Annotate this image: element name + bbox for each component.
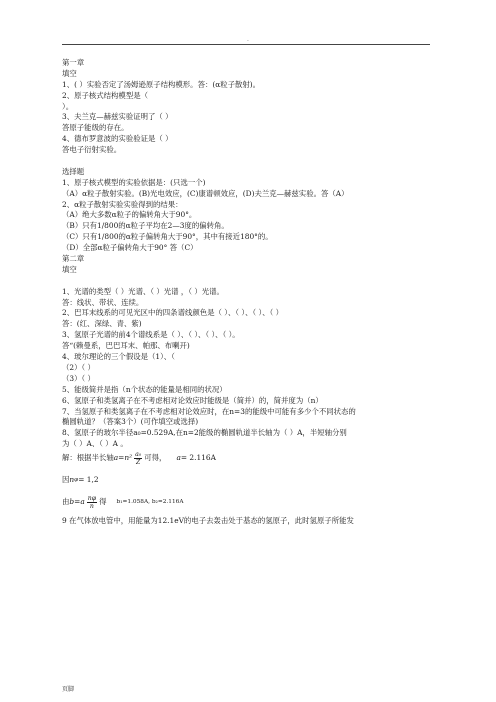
text-line: 答原子能级的存在。: [62, 123, 129, 133]
text-line: 5、能级简并是指（n个状态的能量是相同的状况）: [62, 384, 227, 394]
formula-var: b: [69, 496, 75, 506]
fraction-numerator: nφ: [87, 494, 97, 502]
formula-n-squared: n²: [124, 452, 133, 462]
formula-var: a: [176, 452, 181, 462]
text-line: 2、α粒子散射实验实验得到的结果：: [62, 199, 183, 209]
text-line: （B）只有1/800的α粒子平均在2—3度的偏转角。: [62, 221, 229, 231]
text-line: （A）绝大多数α粒子的偏转角大于90°。: [62, 210, 197, 220]
text-line: 为（ ）A、（ ）A 。: [62, 439, 128, 449]
text-line: 第一章: [62, 58, 85, 67]
text-line: 7、当氢原子和类氢离子在不考虑相对论效应时，在n=3的能级中可能有多少个不同状态的: [62, 406, 356, 416]
text-line: （C）只有1/800的α粒子偏转角大于90°，其中有接近180°的。: [62, 232, 273, 242]
fraction-numerator: a₀: [135, 450, 142, 458]
formula-subscript: φ: [74, 476, 79, 483]
formula-semi-minor-axis: [62, 494, 434, 510]
header-mark: .: [247, 36, 249, 43]
text-line: 第二章: [62, 254, 85, 264]
formula-prefix: 由: [62, 496, 70, 506]
formula-var: a: [80, 496, 85, 506]
text-line: 2、原子核式结构模型是（: [62, 90, 149, 100]
text-line: （2）（ ）: [62, 362, 95, 372]
blank-line: [62, 156, 434, 167]
text-line: 2、巴耳末线系的可见光区中的四条谱线颜色是（ ）、（ ）、（ ）、（ ）: [62, 308, 284, 318]
text-line: 答电子衍射实验。: [62, 145, 122, 155]
text-line: 4、德布罗意波的实验验证是（ ）: [62, 134, 173, 144]
formula-fraction: [134, 451, 142, 466]
text-line: （A）α粒子散射实验。(B)光电效应，(C)康谱顿效应，(D)夫兰克—赫兹实验。答（A）: [62, 188, 349, 198]
text-line: （D）全部α粒子偏转角大于90° 答（C）: [62, 243, 198, 253]
fraction-denominator: Z: [136, 458, 141, 466]
text-line: 3、夫兰克—赫兹实验证明了（ ）: [62, 112, 173, 122]
formula-angular-quantum: [62, 472, 434, 488]
page-footer: 页脚: [62, 686, 75, 693]
text-line: 3、氢原子光谱的前4个谱线系是（ ）、（ ）、（ ）、（ ）。: [62, 330, 240, 340]
text-line: 选择题: [62, 166, 85, 176]
text-line: 1、原子核式模型的实验依据是：(只选一个): [62, 177, 206, 187]
text-line: 6、氢原子和类氢离子在不考虑相对论效应时能级是（简并）的，简并度为（n）: [62, 395, 323, 405]
formula-result: = 2.116: [180, 452, 211, 462]
formula-var: a: [113, 452, 119, 462]
text-line: 填空: [62, 264, 77, 274]
formula-prefix: 因: [62, 474, 70, 484]
formula-prefix: 解：根据半长轴: [62, 452, 114, 462]
formula-fraction: [87, 495, 97, 510]
text-line: 填空: [62, 68, 77, 78]
text-line: 答：(红、深绿、青、紫): [62, 319, 142, 329]
formula-mid: 可得，: [144, 452, 167, 462]
blank-line: [62, 276, 434, 287]
document-body: [62, 58, 434, 527]
formula-semi-major-axis: [62, 450, 434, 466]
text-line: 8、氢原子的玻尔半径a₀=0.529A,在n=2能级的椭圆轨道半长轴为（ ）A，半短轴分别: [62, 428, 347, 438]
text-line: 1、光谱的类型（ ）光谱、（ ）光谱 ，（ ）光谱。: [62, 286, 224, 296]
text-line: 1、( ）实验否定了汤姆逊原子结构模形。答：(α粒子散射)。: [62, 79, 261, 89]
formula-result: b₁=1.058A, b₂=2.116A: [116, 498, 184, 505]
formula-unit: A: [210, 452, 216, 462]
text-line: 答：线状、带状、连续。: [62, 297, 144, 307]
text-line: 9 在气体放电管中，用能量为12.1eV的电子去轰击处于基态的氢原子，此时氢原子所能发: [62, 516, 354, 526]
text-line: 椭圆轨道？（答案3个）(可作填空或选择): [62, 417, 199, 427]
fraction-denominator: n: [89, 502, 94, 510]
header-rule: [62, 44, 430, 45]
formula-mid: 得: [99, 496, 107, 506]
formula-eq: =: [74, 496, 81, 506]
text-line: ）。: [62, 101, 74, 111]
text-line: 答“(赖曼系，巴巴耳末、帕那、布喇开): [62, 341, 190, 351]
text-line: 4、玻尔理论的三个假设是（1）、（: [62, 352, 175, 362]
formula-var: n: [69, 474, 75, 484]
text-line: （3）（ ）: [62, 373, 95, 383]
formula-eq: =: [118, 452, 125, 462]
formula-rest: = 1,2: [78, 474, 99, 484]
